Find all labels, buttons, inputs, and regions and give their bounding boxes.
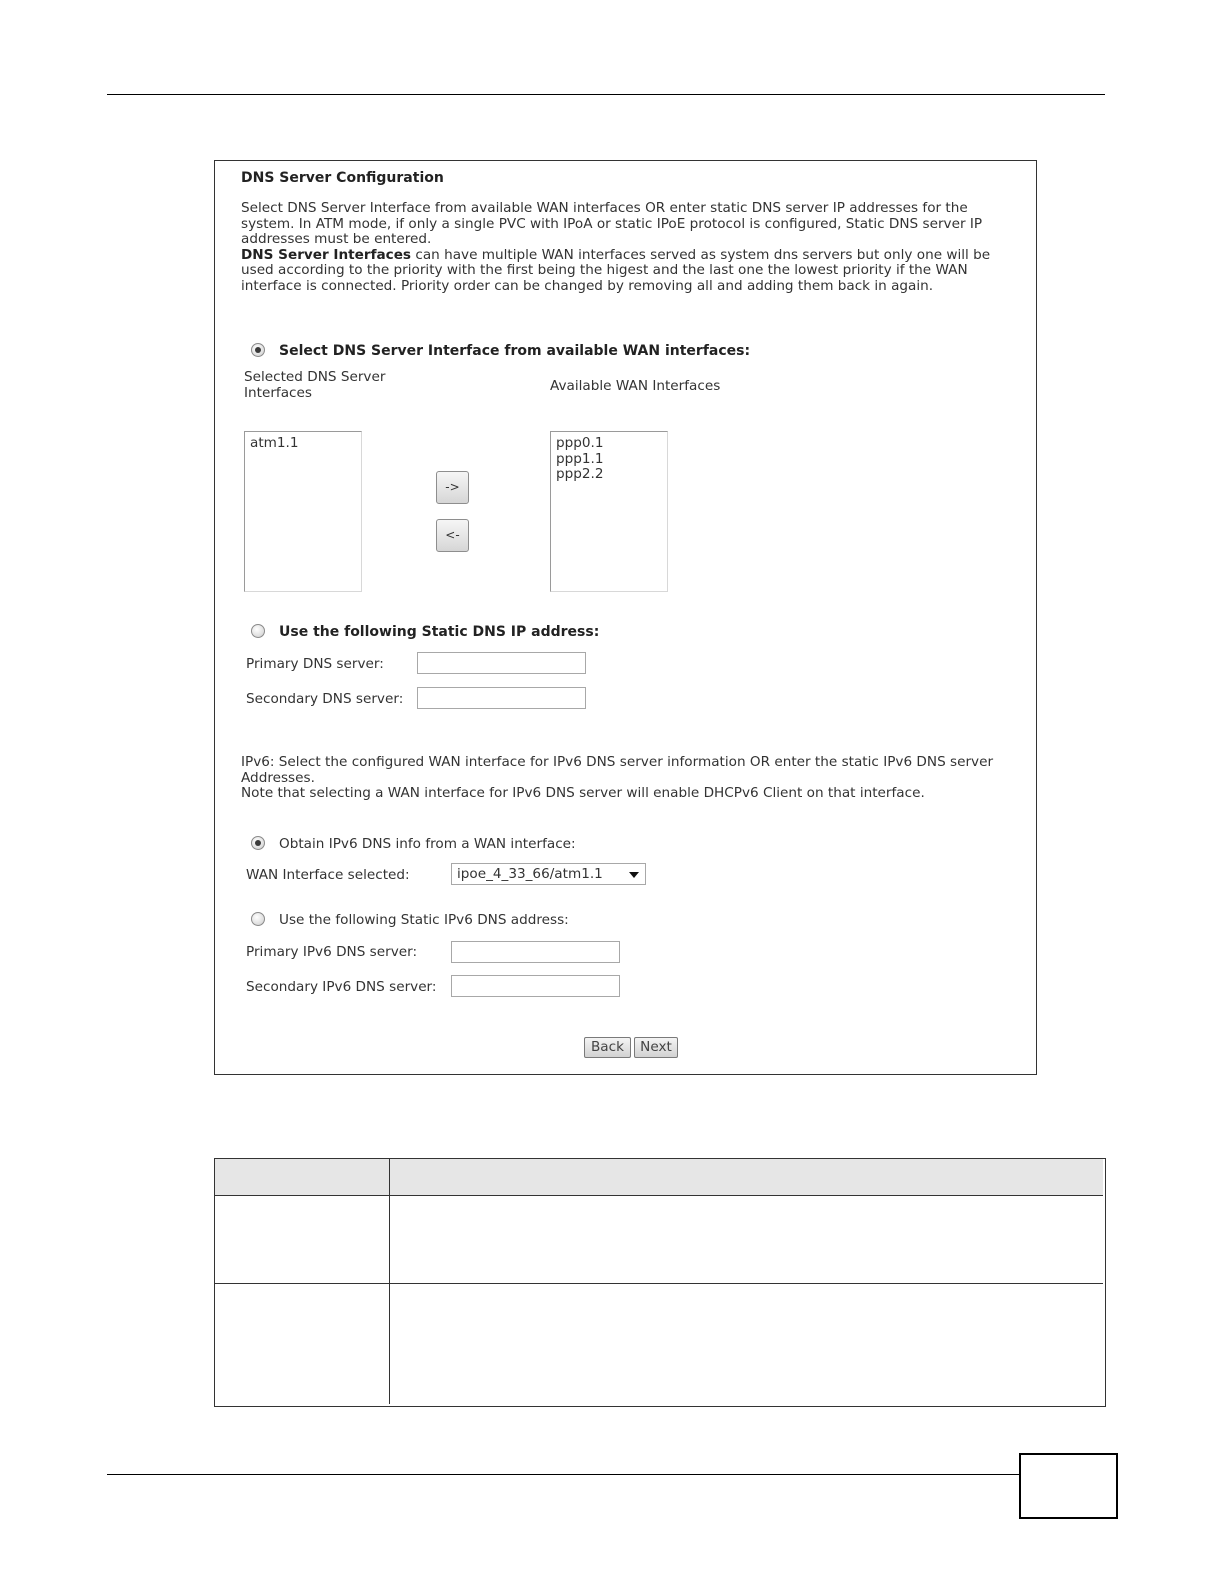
field-description-table xyxy=(214,1158,1106,1407)
wan-interface-select[interactable] xyxy=(451,863,646,885)
list-item[interactable]: ppp1.1 xyxy=(556,450,604,467)
add-interface-button[interactable]: -> xyxy=(436,471,469,504)
ipv6-static-radio[interactable] xyxy=(251,912,265,926)
intro-description xyxy=(241,201,1021,294)
footer-rule xyxy=(107,1474,1019,1475)
interfaces-text: can have multiple WAN interfaces served as system dns servers but only one will be used according to the priority with the first being the higest and the last one the lowest priority if the WAN interface is connected. Priority order can be changed by removing all and adding them back in again. xyxy=(241,246,991,294)
secondary-dns-input[interactable] xyxy=(417,687,586,709)
primary-ipv6-label: Primary IPv6 DNS server: xyxy=(246,944,418,960)
ipv6-description xyxy=(241,755,1021,802)
wan-interface-label: WAN Interface selected: xyxy=(246,867,410,883)
page-title: DNS Server Configuration xyxy=(241,170,444,186)
page-number-box xyxy=(1019,1453,1118,1519)
available-interfaces-listbox[interactable] xyxy=(550,431,668,592)
wan-interface-value: ipoe_4_33_66/atm1.1 xyxy=(457,866,603,882)
chevron-down-icon xyxy=(629,872,639,878)
list-item[interactable]: atm1.1 xyxy=(250,435,299,451)
select-interface-radio[interactable] xyxy=(251,343,265,357)
back-button[interactable]: Back xyxy=(584,1037,631,1058)
table-row-divider xyxy=(215,1283,1103,1284)
table-column-divider xyxy=(389,1159,390,1404)
select-interface-radio-label: Select DNS Server Interface from available WAN interfaces: xyxy=(279,343,751,359)
secondary-ipv6-label: Secondary IPv6 DNS server: xyxy=(246,979,437,995)
ipv6-obtain-radio[interactable] xyxy=(251,836,265,850)
selected-interfaces-listbox[interactable] xyxy=(244,431,362,592)
available-list-label: Available WAN Interfaces xyxy=(550,378,721,394)
primary-dns-label: Primary DNS server: xyxy=(246,656,384,672)
list-item[interactable]: ppp0.1 xyxy=(556,435,604,451)
static-dns-radio-label: Use the following Static DNS IP address: xyxy=(279,624,600,640)
table-header-row xyxy=(215,1159,1103,1196)
header-rule xyxy=(107,94,1105,95)
next-button[interactable]: Next xyxy=(634,1037,678,1058)
remove-interface-button[interactable]: <- xyxy=(436,519,469,552)
list-item[interactable]: ppp2.2 xyxy=(556,466,604,482)
selected-list-label: Selected DNS Server Interfaces xyxy=(244,369,386,401)
secondary-dns-label: Secondary DNS server: xyxy=(246,691,404,707)
primary-dns-input[interactable] xyxy=(417,652,586,674)
primary-ipv6-input[interactable] xyxy=(451,941,620,963)
intro-text: Select DNS Server Interface from available WAN interfaces OR enter static DNS server IP addresses for the system. In ATM mode, if only a single PVC with IPoA or static IPoE protocol is configured, Static DNS server IP addresses must be entered. xyxy=(241,200,983,247)
dns-config-screenshot xyxy=(214,160,1037,1075)
ipv6-static-radio-label: Use the following Static IPv6 DNS address: xyxy=(279,912,569,928)
ipv6-text: IPv6: Select the configured WAN interface for IPv6 DNS server information OR enter the static IPv6 DNS server Addresses. xyxy=(241,754,994,786)
interfaces-description xyxy=(241,248,1021,295)
secondary-ipv6-input[interactable] xyxy=(451,975,620,997)
static-dns-radio[interactable] xyxy=(251,624,265,638)
ipv6-note: Note that selecting a WAN interface for IPv6 DNS server will enable DHCPv6 Client on that interface. xyxy=(241,785,925,801)
ipv6-obtain-radio-label: Obtain IPv6 DNS info from a WAN interface: xyxy=(279,836,576,852)
interfaces-bold-label: DNS Server Interfaces xyxy=(241,246,412,263)
